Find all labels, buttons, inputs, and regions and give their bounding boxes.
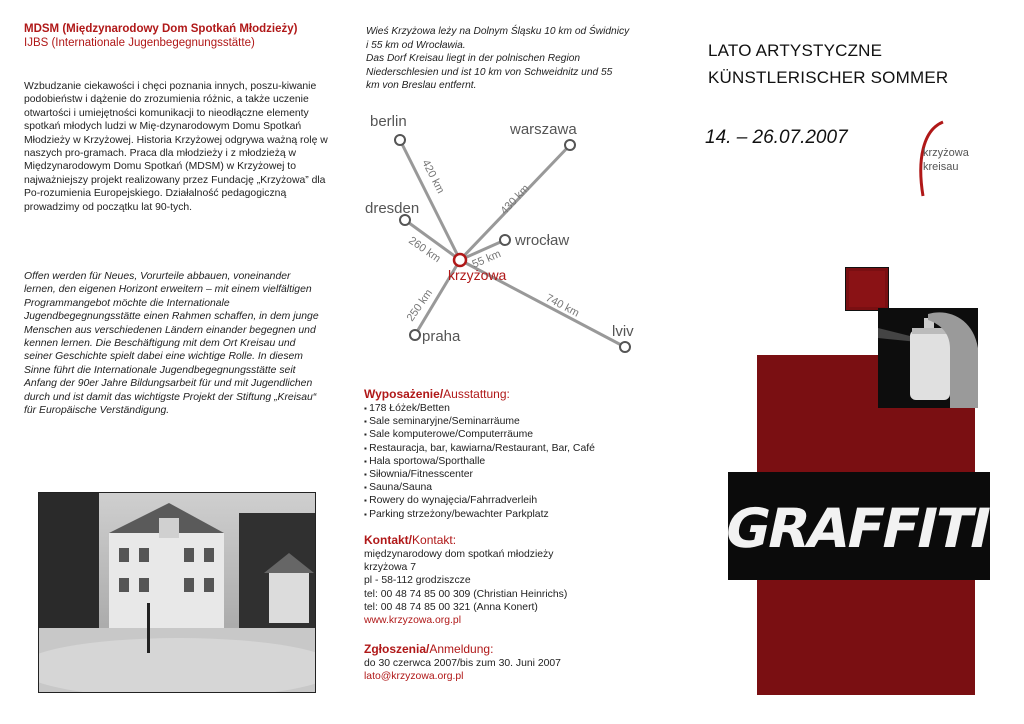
registration-deadline: do 30 czerwca 2007/bis zum 30. Juni 2007 <box>364 658 561 669</box>
graffiti-logo <box>728 472 990 580</box>
map-label-lviv: lviv <box>612 323 634 340</box>
equipment-section <box>364 386 664 521</box>
description-german: Offen werden für Neues, Vorurteile abbauen, voneinander lernen, den eigenen Horizont erweitern – mit einem vielfältigen Programmangebot möchte die Internationale Jugendbegegnungsstätte einen Rahmen schaffen, in dem junge Menschen aus verschiedenen Ländern einander begegnen und kennen lernen. Die Beschäftigung mit dem Ort Kreisau und seiner Geschichte spielt dabei eine wichtige Rolle. In diesem Sinne führt die Internationale Jugendbegegnungsstätte seit Anfang der 90er Jahre Bildungsarbeit für und mit Jugendlichen durch und ist damit das wichtigste Projekt der Stiftung „Kreisau“ für Europäische Verständigung. <box>24 271 319 417</box>
spray-can-image <box>878 308 978 408</box>
logo-text-pl: krzyżowa <box>923 147 969 159</box>
description-polish: Wzbudzanie ciekawości i chęci poznania innych, poszu-kiwanie podobieństw i dążenie do zrozumienia różnic, a także uczenie otwartości i umiejętności komunikacji to nieodłączne elementy spotkań młodych ludzi w Mię-dzynarodowym Domu Spotkań Młodzieży w Krzyżowej. Historia Krzyżowej odgrywa ważną rolę w naszych pro-gramach. Praca dla młodzieży i z młodzieżą w Międzynarodowym Domu Spotkań (MDSM) w Krzyżowej to najważniejszy projekt realizowany przez Fundację „Krzyżowa” dla Po-rozumienia Europejskiego. Działalność pedagogiczną prowadzimy od początku lat 90-tych. <box>24 81 328 213</box>
map-label-wroclaw: wrocław <box>515 232 570 249</box>
list-item: ▪ 178 Łóżek/Betten <box>364 402 664 415</box>
header-german: IJBS (Internationale Jugenbegegnungsstätte) <box>24 37 255 49</box>
location-info <box>366 25 666 93</box>
map-node-krzyzowa <box>454 254 466 266</box>
contact-title: Kontakt/Kontakt: <box>364 533 457 547</box>
website-link[interactable]: www.krzyzowa.org.pl <box>364 615 462 627</box>
location-german-line1: Das Dorf Kreisau liegt in der polnischen Region <box>366 53 581 65</box>
registration-email-link[interactable]: lato@krzyzowa.org.pl <box>364 671 464 683</box>
decorative-square-inner <box>849 271 885 307</box>
location-polish-line1: Wieś Krzyżowa leży na Dolnym Śląsku 10 km od Świdnicy <box>366 26 630 37</box>
contact-line: tel: 00 48 74 85 00 309 (Christian Heinrichs) <box>364 588 568 600</box>
logo-text-de: kreisau <box>923 161 959 173</box>
list-item: ▪ Hala sportowa/Sporthalle <box>364 455 664 468</box>
distance-praha: 250 km <box>404 287 436 324</box>
map-label-krzyzowa: krzyżowa <box>448 267 507 283</box>
distance-berlin: 420 km <box>419 157 447 196</box>
registration-section <box>364 641 664 683</box>
map-label-praha: praha <box>422 328 461 345</box>
map-label-berlin: berlin <box>370 113 407 130</box>
map-label-warszawa: warszawa <box>510 121 577 138</box>
header-polish: MDSM (Międzynarodowy Dom Spotkań Młodzieży) <box>24 23 298 35</box>
graffiti-text: GRAFFITI <box>728 496 990 560</box>
location-polish-line2: i 55 km od Wrocławia. <box>366 39 466 51</box>
list-item: ▪ Rowery do wynajęcia/Fahrradverleih <box>364 494 664 507</box>
contact-line: krzyżowa 7 <box>364 562 416 574</box>
distance-lviv: 740 km <box>543 292 582 320</box>
map-node-berlin <box>395 135 405 145</box>
contact-line: pl - 58-112 grodziszcze <box>364 575 471 587</box>
contact-line: międzynarodowy dom spotkań młodzieży <box>364 549 554 560</box>
location-german-line3: km von Breslau entfernt. <box>366 80 477 92</box>
list-item: ▪ Restauracja, bar, kawiarna/Restaurant, Bar, Café <box>364 442 664 455</box>
registration-title: Zgłoszenia/Anmeldung: <box>364 642 494 656</box>
location-german-line2: Niederschlesien und ist 10 km von Schweidnitz und 55 <box>366 66 613 78</box>
list-item: ▪ Parking strzeżony/bewachter Parkplatz <box>364 508 664 521</box>
event-title-german: KÜNSTLERISCHER SOMMER <box>708 68 949 87</box>
distance-map <box>360 110 660 380</box>
contact-line: tel: 00 48 74 85 00 321 (Anna Konert) <box>364 601 538 613</box>
event-date: 14. – 26.07.2007 <box>705 127 848 148</box>
equipment-title: Wyposażenie/Ausstattung: <box>364 387 510 401</box>
contact-section <box>364 532 664 627</box>
list-item: ▪ Sale seminaryjne/Seminarräume <box>364 415 664 428</box>
map-label-dresden: dresden <box>365 200 420 217</box>
distance-dresden: 260 km <box>406 234 443 266</box>
distance-warszawa: 430 km <box>498 182 532 218</box>
list-item: ▪ Sale komputerowe/Computerräume <box>364 428 664 441</box>
distance-wroclaw: 55 km <box>470 248 503 271</box>
equipment-list <box>364 402 664 521</box>
building-photo <box>38 492 316 693</box>
map-node-lviv <box>620 342 630 352</box>
list-item: ▪ Sauna/Sauna <box>364 481 664 494</box>
event-title <box>708 37 1008 91</box>
organization-header <box>24 22 334 50</box>
list-item: ▪ Siłownia/Fitnesscenter <box>364 468 664 481</box>
event-title-polish: LATO ARTYSTYCZNE <box>708 41 883 60</box>
map-node-wroclaw <box>500 235 510 245</box>
map-node-warszawa <box>565 140 575 150</box>
map-node-praha <box>410 330 420 340</box>
krzyzowa-logo <box>903 120 993 200</box>
